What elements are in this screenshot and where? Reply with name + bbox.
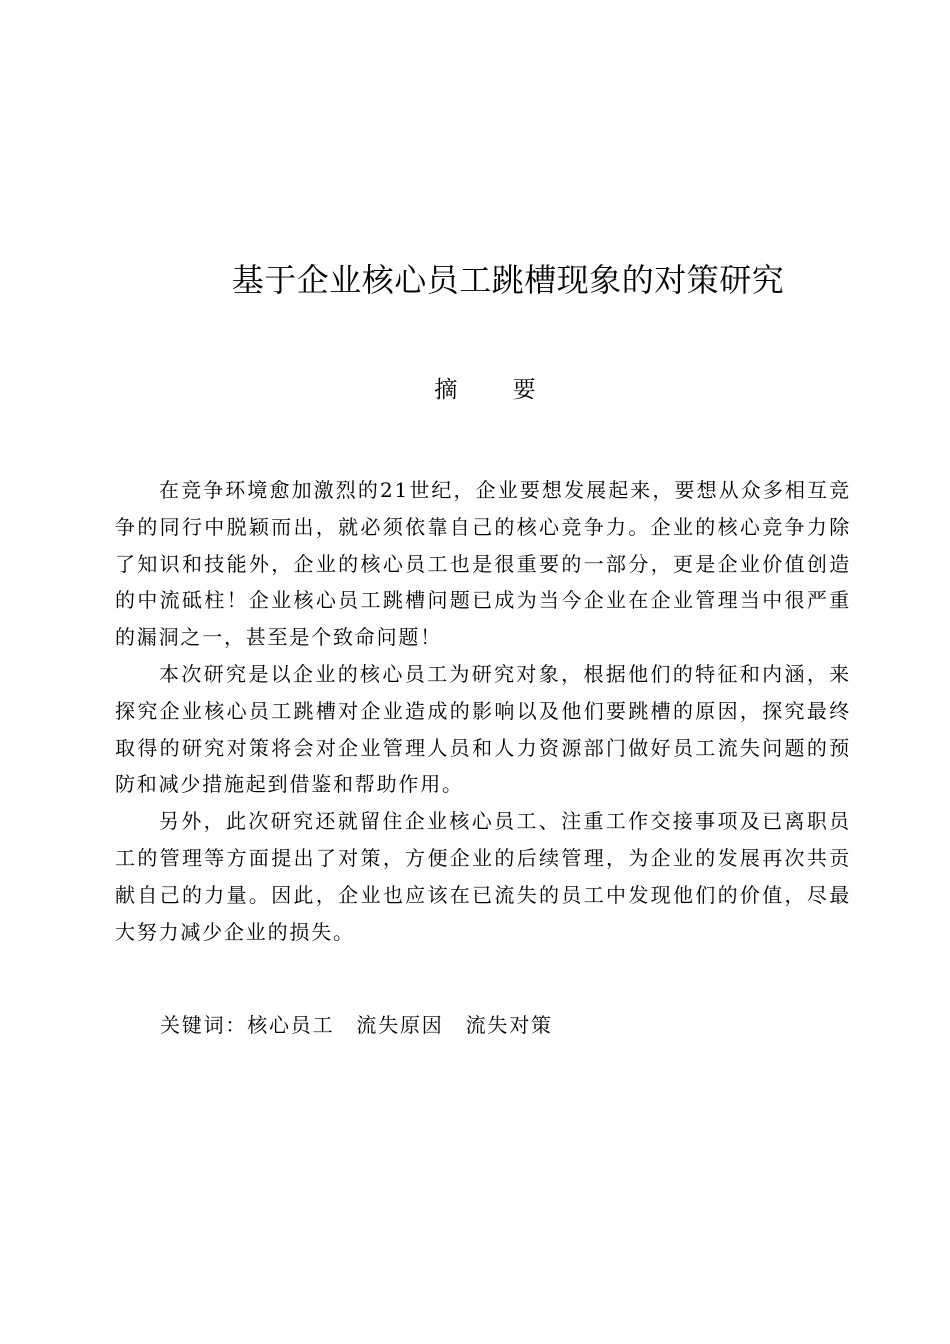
keywords-label: 关键词： bbox=[160, 1013, 248, 1037]
abstract-body bbox=[115, 472, 851, 950]
keywords-line bbox=[160, 1007, 575, 1043]
keyword-2: 流失原因 bbox=[356, 1013, 444, 1037]
abstract-paragraph-2: 本次研究是以企业的核心员工为研究对象，根据他们的特征和内涵，来探究企业核心员工跳槽对企业造成的影响以及他们要跳槽的原因，探究最终取得的研究对策将会对企业管理人员和人力资源部门做好员工流失问题的预防和减少措施起到借鉴和帮助作用。 bbox=[115, 661, 851, 797]
keyword-3: 流失对策 bbox=[465, 1013, 553, 1037]
keyword-1: 核心员工 bbox=[247, 1013, 335, 1037]
abstract-paragraph-3: 另外，此次研究还就留住企业核心员工、注重工作交接事项及已离职员工的管理等方面提出了对策，方便企业的后续管理，为企业的发展再次共贡献自己的力量。因此，企业也应该在已流失的员工中发现他们的价值，尽最大努力减少企业的损失。 bbox=[115, 809, 851, 944]
abstract-heading: 摘 要 bbox=[434, 377, 560, 403]
page-title: 基于企业核心员工跳槽现象的对策研究 bbox=[231, 261, 785, 299]
abstract-paragraph-1: 在竞争环境愈加激烈的21世纪，企业要想发展起来，要想从众多相互竞争的同行中脱颖而出，就必须依靠自己的核心竞争力。企业的核心竞争力除了知识和技能外，企业的核心员工也是很重要的一部分，更是企业价值创造的中流砥柱！企业核心员工跳槽问题已成为当今企业在企业管理当中很严重的漏洞之一，甚至是个致命问题！ bbox=[115, 478, 851, 650]
